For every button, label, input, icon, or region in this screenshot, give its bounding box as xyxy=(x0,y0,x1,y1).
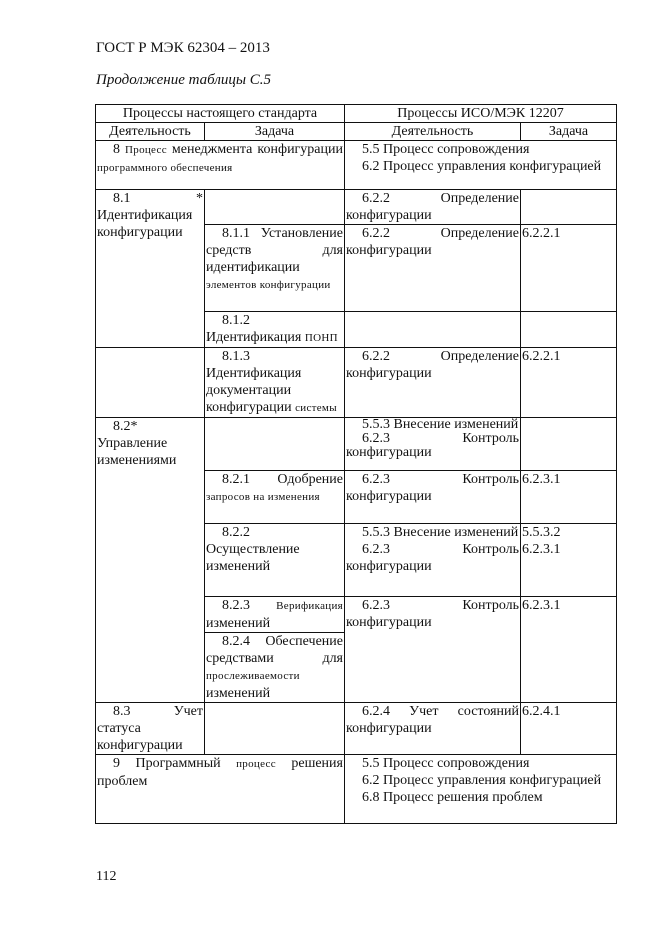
table-row xyxy=(96,348,617,418)
iso-activity: 6.2.3 Контроль конфигурации xyxy=(345,471,521,524)
task-8-1-2: 8.1.2 Идентификация ПОНП xyxy=(205,312,345,348)
header-activity: Деятельность xyxy=(96,123,205,141)
activity-empty xyxy=(96,348,205,418)
iso-task: 6.2.2.1 xyxy=(521,348,617,418)
document-code: ГОСТ Р МЭК 62304 – 2013 xyxy=(96,40,270,56)
iso-task: 6.2.3.1 xyxy=(521,471,617,524)
iso-activity: 6.2.2 Определение конфигурации xyxy=(345,225,521,312)
table-continuation-caption: Продолжение таблицы С.5 xyxy=(96,72,272,88)
header-task: Задача xyxy=(205,123,345,141)
process-8-cell: 8 Процесс менеджмента конфигурации программного обеспечения xyxy=(96,141,345,190)
task-8-1-1: 8.1.1 Установление средств для идентификации элементов конфигурации xyxy=(205,225,345,312)
table-row xyxy=(96,755,617,824)
table-row xyxy=(96,141,617,190)
iso-activity: 6.2.3 Контроль конфигурации xyxy=(345,597,521,703)
table-row xyxy=(96,190,617,225)
iso-activity-empty xyxy=(345,312,521,348)
page-number: 112 xyxy=(96,869,117,884)
activity-8-2: 8.2* Управление изменениями xyxy=(96,418,205,703)
column-group-iso: Процессы ИСО/МЭК 12207 xyxy=(345,105,617,123)
iso-task: 6.2.2.1 xyxy=(521,225,617,312)
iso-activity: 6.2.2 Определение конфигурации xyxy=(345,348,521,418)
task-8-1-3: 8.1.3 Идентификация документации конфигурации системы xyxy=(205,348,345,418)
iso-activity: 5.5.3 Внесение изменений 6.2.3 Контроль конфигурации xyxy=(345,524,521,597)
iso-task-empty xyxy=(521,190,617,225)
column-group-standard: Процессы настоящего стандарта xyxy=(96,105,345,123)
header-iso-task: Задача xyxy=(521,123,617,141)
table-header-row xyxy=(96,105,617,123)
table-subheader-row xyxy=(96,123,617,141)
task-8-2-4: 8.2.4 Обеспечение средствами для прослеживаемости изменений xyxy=(206,634,343,701)
mapping-table xyxy=(95,104,617,824)
iso-task: 6.2.3.1 xyxy=(521,597,617,703)
process-9-cell: 9 Программный процесс решения проблем xyxy=(96,755,345,824)
iso-task: 5.5.3.2 6.2.3.1 xyxy=(521,524,617,597)
iso-task: 6.2.4.1 xyxy=(521,703,617,755)
iso-process-8-cell: 5.5 Процесс сопровождения 6.2 Процесс управления конфигурацией xyxy=(345,141,617,190)
iso-activity: 6.2.4 Учет состояний конфигурации xyxy=(345,703,521,755)
table-row xyxy=(96,703,617,755)
iso-task-empty xyxy=(521,418,617,471)
iso-task-empty xyxy=(521,312,617,348)
iso-activity: 6.2.2 Определение конфигурации xyxy=(346,191,519,223)
task-8-2-1: 8.2.1 Одобрение запросов на изменения xyxy=(205,471,345,524)
iso-process-9-cell: 5.5 Процесс сопровождения 6.2 Процесс управления конфигурацией 6.8 Процесс решения проблем xyxy=(345,755,617,824)
table-row xyxy=(96,418,617,471)
iso-activity: 5.5.3 Внесение изменений 6.2.3 Контроль конфигурации xyxy=(345,418,521,471)
header-iso-activity: Деятельность xyxy=(345,123,521,141)
task-empty xyxy=(205,703,345,755)
task-empty xyxy=(205,418,345,471)
activity-8-1: 8.1 * Идентификация конфигурации xyxy=(96,190,205,348)
task-8-2-2: 8.2.2 Осуществление изменений xyxy=(205,524,345,597)
task-empty xyxy=(205,190,345,225)
task-8-2-3: 8.2.3 Верификация изменений xyxy=(206,598,343,631)
activity-8-3: 8.3 Учет статуса конфигурации xyxy=(97,704,203,753)
